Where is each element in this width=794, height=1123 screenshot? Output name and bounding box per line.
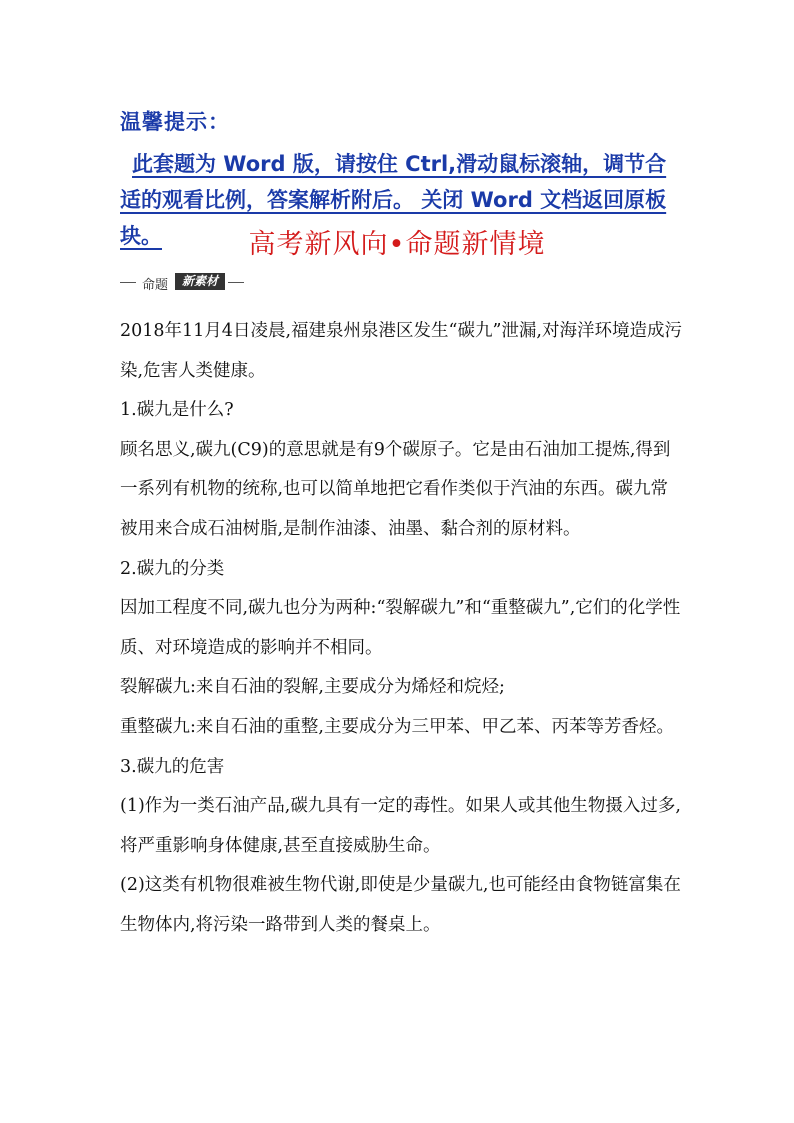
tag-right-rule [228, 282, 244, 283]
section-tag [120, 272, 244, 294]
paragraph-cracked-c9: 裂解碳九:来自石油的裂解,主要成分为烯烃和烷烃; [120, 677, 505, 698]
section-tag-badge: 新素材 [175, 273, 225, 290]
paragraph-classification: 因加工程度不同,碳九也分为两种:“裂解碳九”和“重整碳九”,它们的化学性质、对环境造成的影响并不相同。 [120, 598, 681, 658]
body-content [120, 312, 682, 946]
section-tag-label: 命题 [142, 278, 169, 293]
heading-what-is-c9: 1.碳九是什么? [120, 400, 234, 421]
main-title: 高考新风向•命题新情境 [248, 229, 546, 260]
heading-hazards: 3.碳九的危害 [120, 756, 225, 777]
heading-classification: 2.碳九的分类 [120, 558, 225, 579]
tag-left-rule [120, 282, 136, 283]
intro-paragraph: 2018年11月4日凌晨,福建泉州泉港区发生“碳九”泄漏,对海洋环境造成污染,危害人类健康。 [120, 321, 682, 381]
paragraph-reformed-c9: 重整碳九:来自石油的重整,主要成分为三甲苯、甲乙苯、丙苯等芳香烃。 [120, 716, 674, 737]
paragraph-hazard-2: (2)这类有机物很难被生物代谢,即使是少量碳九,也可能经由食物链富集在生物体内,将污染一路带到人类的餐桌上。 [120, 875, 681, 935]
paragraph-definition: 顾名思义,碳九(C9)的意思就是有9个碳原子。它是由石油加工提炼,得到一系列有机物的统称,也可以简单地把它看作类似于汽油的东西。碳九常被用来合成石油树脂,是制作油漆、油墨、黏合剂的原材料。 [120, 439, 671, 539]
paragraph-hazard-1: (1)作为一类石油产品,碳九具有一定的毒性。如果人或其他生物摄入过多,将严重影响身体健康,甚至直接威胁生命。 [120, 796, 681, 856]
notice-body: 此套题为 Word 版，请按住 Ctrl,滑动鼠标滚轴，调节合适的观看比例，答案解析附后。 关闭 Word 文档返回原板块。 [120, 152, 667, 248]
notice-title: 温馨提示： [120, 110, 230, 134]
